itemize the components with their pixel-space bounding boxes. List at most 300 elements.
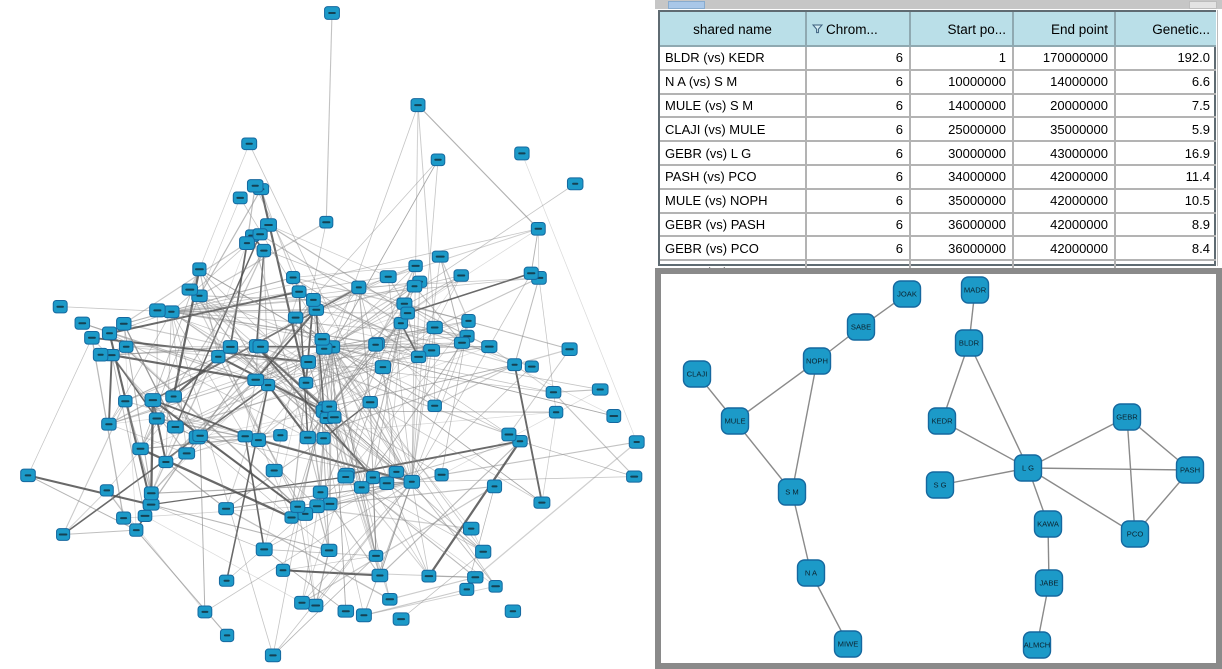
cell-shared-name[interactable]: GEBR (vs) L G xyxy=(660,141,806,165)
graph-node[interactable] xyxy=(253,229,267,240)
cell-chrom[interactable]: 6 xyxy=(806,189,910,213)
graph-node[interactable] xyxy=(313,486,327,498)
cell-shared-name[interactable]: MULE (vs) NOPH xyxy=(660,189,806,213)
node-label-glyph xyxy=(330,416,339,418)
graph-edge[interactable] xyxy=(515,349,570,365)
graph-node[interactable] xyxy=(85,331,100,344)
horizontal-scrollbar[interactable] xyxy=(655,0,1222,9)
graph-node[interactable] xyxy=(315,333,329,345)
graph-node[interactable] xyxy=(301,356,315,369)
table-row-gebr-vs-pco[interactable] xyxy=(660,236,1216,260)
node-noph[interactable] xyxy=(804,348,831,374)
graph-node[interactable] xyxy=(248,374,264,385)
graph-node[interactable] xyxy=(525,361,538,372)
cell-shared-name[interactable]: PASH (vs) PCO xyxy=(660,165,806,189)
graph-node[interactable] xyxy=(389,466,403,477)
graph-node[interactable] xyxy=(307,293,321,306)
graph-node[interactable] xyxy=(288,312,302,323)
edge-l-g-gebr[interactable] xyxy=(1028,417,1127,468)
graph-node[interactable] xyxy=(276,564,289,576)
table-row-claji-vs-mule[interactable] xyxy=(660,117,1216,141)
node-label-glyph xyxy=(411,285,417,287)
graph-node[interactable] xyxy=(159,456,173,467)
cell-chrom[interactable]: 6 xyxy=(806,117,910,141)
graph-edge[interactable] xyxy=(199,144,249,270)
scrollbar-thumb[interactable] xyxy=(668,1,705,9)
cell-genetic[interactable]: 8.9 xyxy=(1115,213,1216,237)
node-label-glyph xyxy=(152,418,161,420)
node-label-glyph xyxy=(241,435,249,437)
node-label: MIWE xyxy=(837,639,859,649)
cell-chrom[interactable]: 6 xyxy=(806,236,910,260)
graph-edge[interactable] xyxy=(435,365,515,406)
node-label-glyph xyxy=(431,327,439,329)
graph-edge[interactable] xyxy=(418,105,538,229)
graph-node[interactable] xyxy=(193,430,208,442)
cell-shared-name[interactable]: MULE (vs) S M xyxy=(660,94,806,118)
edge-bldr-l-g[interactable] xyxy=(969,343,1028,468)
cell-start-po[interactable]: 1 xyxy=(910,46,1013,70)
cell-genetic[interactable]: 7.5 xyxy=(1115,94,1216,118)
node-bldr[interactable] xyxy=(956,330,983,356)
graph-node[interactable] xyxy=(21,469,36,482)
node-label-glyph xyxy=(465,320,471,322)
node-label-glyph xyxy=(372,555,380,557)
cell-shared-name[interactable]: GEBR (vs) PASH xyxy=(660,213,806,237)
cell-start-po[interactable]: 34000000 xyxy=(910,165,1013,189)
graph-node[interactable] xyxy=(166,391,182,402)
node-pash[interactable] xyxy=(1177,457,1204,483)
graph-node[interactable] xyxy=(427,321,442,333)
table-row-gebr-vs-pash[interactable] xyxy=(660,213,1216,237)
graph-node[interactable] xyxy=(309,599,323,611)
node-label-glyph xyxy=(264,224,273,226)
graph-node[interactable] xyxy=(138,510,152,521)
graph-node[interactable] xyxy=(102,418,116,430)
graph-node[interactable] xyxy=(219,503,234,515)
graph-node[interactable] xyxy=(322,401,336,412)
graph-node[interactable] xyxy=(256,543,272,556)
node-jabe[interactable] xyxy=(1036,570,1063,596)
node-label-glyph xyxy=(386,598,394,600)
graph-node[interactable] xyxy=(476,545,491,558)
graph-edge[interactable] xyxy=(151,505,264,550)
node-label-glyph xyxy=(325,549,334,551)
node-label-glyph xyxy=(491,485,497,487)
graph-node[interactable] xyxy=(462,314,475,327)
node-label-glyph xyxy=(397,618,405,620)
graph-node[interactable] xyxy=(546,387,561,399)
node-s-g[interactable] xyxy=(927,472,954,498)
graph-node[interactable] xyxy=(300,431,315,443)
table-row-gebr-vs-l-g[interactable] xyxy=(660,141,1216,165)
graph-node[interactable] xyxy=(468,572,483,583)
cell-end-point[interactable]: 20000000 xyxy=(1013,94,1115,118)
node-label-glyph xyxy=(298,602,305,604)
cell-end-point[interactable]: 42000000 xyxy=(1013,236,1115,260)
node-label-glyph xyxy=(438,474,446,476)
graph-node[interactable] xyxy=(212,351,225,363)
node-label-glyph xyxy=(294,506,301,508)
graph-edge[interactable] xyxy=(200,436,205,612)
graph-node[interactable] xyxy=(149,413,164,424)
node-label-glyph xyxy=(149,399,157,401)
graph-edge[interactable] xyxy=(380,482,412,576)
graph-node[interactable] xyxy=(375,361,390,374)
graph-node[interactable] xyxy=(352,281,366,293)
graph-node[interactable] xyxy=(117,318,131,331)
column-header-genetic[interactable] xyxy=(1115,12,1216,46)
cell-start-po[interactable]: 10000000 xyxy=(910,70,1013,94)
cell-genetic[interactable]: 6.6 xyxy=(1115,70,1216,94)
graph-node[interactable] xyxy=(354,482,369,494)
node-gebr[interactable] xyxy=(1114,404,1141,430)
node-label-glyph xyxy=(123,346,130,348)
graph-node[interactable] xyxy=(257,244,270,256)
node-label-glyph xyxy=(414,356,423,358)
node-label-glyph xyxy=(328,12,336,14)
graph-node[interactable] xyxy=(562,343,577,356)
node-pco[interactable] xyxy=(1122,521,1149,547)
graph-node[interactable] xyxy=(198,606,212,618)
cell-genetic[interactable]: 8.4 xyxy=(1115,236,1216,260)
graph-node[interactable] xyxy=(428,400,441,411)
node-label: KEDR xyxy=(931,416,953,426)
table-row-n-a-vs-s-m[interactable] xyxy=(660,70,1216,94)
graph-node[interactable] xyxy=(629,436,644,448)
graph-node[interactable] xyxy=(409,260,422,271)
node-label-glyph xyxy=(120,323,128,325)
cell-end-point[interactable]: 170000000 xyxy=(1013,46,1115,70)
table-row-mule-vs-s-m[interactable] xyxy=(660,94,1216,118)
node-label-glyph xyxy=(634,441,640,443)
node-label-glyph xyxy=(370,477,377,479)
node-label-glyph xyxy=(246,143,253,145)
graph-edge[interactable] xyxy=(416,105,418,266)
graph-node[interactable] xyxy=(240,237,255,250)
cell-shared-name[interactable]: BLDR (vs) KEDR xyxy=(660,46,806,70)
graph-node[interactable] xyxy=(502,428,516,441)
cell-start-po[interactable]: 25000000 xyxy=(910,117,1013,141)
cell-chrom[interactable]: 6 xyxy=(806,213,910,237)
node-label-glyph xyxy=(78,322,86,324)
graph-node[interactable] xyxy=(164,306,179,318)
edge-l-g-pash[interactable] xyxy=(1028,468,1190,470)
graph-node[interactable] xyxy=(454,337,469,348)
cell-end-point[interactable]: 14000000 xyxy=(1013,70,1115,94)
graph-node[interactable] xyxy=(487,480,501,493)
node-label-glyph xyxy=(133,529,140,531)
node-label-glyph xyxy=(356,286,362,288)
graph-node[interactable] xyxy=(463,522,478,535)
node-label-glyph xyxy=(255,439,262,441)
graph-node[interactable] xyxy=(265,649,280,662)
node-label-glyph xyxy=(88,337,96,339)
cell-start-po[interactable]: 35000000 xyxy=(910,189,1013,213)
graph-node[interactable] xyxy=(435,469,448,481)
node-label-glyph xyxy=(304,361,312,363)
graph-node[interactable] xyxy=(411,351,425,363)
graph-node[interactable] xyxy=(53,301,67,313)
graph-node[interactable] xyxy=(220,629,233,641)
node-label-glyph xyxy=(120,517,127,519)
graph-node[interactable] xyxy=(363,396,377,407)
graph-node[interactable] xyxy=(119,395,132,406)
graph-edge[interactable] xyxy=(326,13,332,222)
graph-node[interactable] xyxy=(219,575,233,586)
table-row-mule-vs-noph[interactable] xyxy=(660,189,1216,213)
graph-node[interactable] xyxy=(505,605,520,617)
graph-node[interactable] xyxy=(383,594,397,606)
node-label-glyph xyxy=(256,233,264,235)
graph-node[interactable] xyxy=(534,497,550,508)
graph-node[interactable] xyxy=(592,384,608,395)
cell-genetic[interactable]: 10.5 xyxy=(1115,189,1216,213)
graph-node[interactable] xyxy=(179,448,195,459)
node-label-glyph xyxy=(162,461,169,463)
node-label-glyph xyxy=(59,534,68,536)
graph-node[interactable] xyxy=(130,524,143,536)
scrollbar-corner[interactable] xyxy=(1189,1,1217,9)
cell-end-point[interactable]: 42000000 xyxy=(1013,213,1115,237)
graph-node[interactable] xyxy=(454,270,468,282)
graph-node[interactable] xyxy=(323,498,337,510)
graph-node[interactable] xyxy=(411,99,425,112)
node-label-glyph xyxy=(105,423,112,425)
cell-chrom[interactable]: 6 xyxy=(806,165,910,189)
node-label-glyph xyxy=(512,364,518,366)
graph-node[interactable] xyxy=(100,485,113,496)
column-header-chrom[interactable] xyxy=(806,12,910,46)
node-s-m[interactable] xyxy=(779,479,806,505)
graph-node[interactable] xyxy=(407,280,422,292)
node-label-glyph xyxy=(310,299,317,301)
cell-start-po[interactable]: 36000000 xyxy=(910,213,1013,237)
cell-start-po[interactable]: 30000000 xyxy=(910,141,1013,165)
graph-node[interactable] xyxy=(182,284,197,295)
node-label: GEBR xyxy=(1116,412,1138,422)
graph-node[interactable] xyxy=(627,471,642,482)
graph-node[interactable] xyxy=(320,216,333,228)
node-label: PCO xyxy=(1126,529,1144,539)
graph-edge[interactable] xyxy=(28,475,151,504)
graph-edge[interactable] xyxy=(109,355,112,424)
node-label-glyph xyxy=(527,272,535,274)
node-label: L G xyxy=(1022,463,1034,473)
node-joak[interactable] xyxy=(894,281,921,307)
graph-node[interactable] xyxy=(515,147,529,160)
graph-node[interactable] xyxy=(292,286,306,298)
graph-node[interactable] xyxy=(531,223,545,236)
graph-node[interactable] xyxy=(75,317,90,329)
node-label-glyph xyxy=(479,551,487,553)
cell-chrom[interactable]: 6 xyxy=(806,141,910,165)
graph-node[interactable] xyxy=(549,406,562,418)
graph-node[interactable] xyxy=(460,583,474,595)
graph-node[interactable] xyxy=(404,475,420,488)
graph-node[interactable] xyxy=(422,570,436,582)
node-label: KAWA xyxy=(1037,519,1059,529)
graph-node[interactable] xyxy=(253,341,268,353)
graph-edge[interactable] xyxy=(171,229,538,312)
table-row-bldr-vs-kedr[interactable] xyxy=(660,46,1216,70)
graph-node[interactable] xyxy=(489,580,502,592)
cell-genetic[interactable]: 11.4 xyxy=(1115,165,1216,189)
node-sabe[interactable] xyxy=(848,314,875,340)
node-n-a[interactable] xyxy=(798,560,825,586)
cell-genetic[interactable]: 5.9 xyxy=(1115,117,1216,141)
graph-node[interactable] xyxy=(338,471,354,483)
graph-node[interactable] xyxy=(223,341,237,354)
graph-node[interactable] xyxy=(117,512,131,524)
node-almch[interactable] xyxy=(1024,632,1051,658)
graph-node[interactable] xyxy=(369,338,383,351)
graph-node[interactable] xyxy=(321,544,337,556)
node-label-glyph xyxy=(609,415,618,417)
graph-node[interactable] xyxy=(567,178,582,190)
graph-node[interactable] xyxy=(482,341,497,353)
cell-end-point[interactable]: 43000000 xyxy=(1013,141,1115,165)
graph-node[interactable] xyxy=(143,499,159,510)
node-label: JOAK xyxy=(897,289,917,299)
filter-funnel-icon xyxy=(812,24,823,34)
cell-genetic[interactable]: 192.0 xyxy=(1115,46,1216,70)
subnetwork-panel[interactable] xyxy=(655,268,1222,669)
graph-edge[interactable] xyxy=(151,243,247,493)
node-kedr[interactable] xyxy=(929,408,956,434)
cell-genetic[interactable]: 16.9 xyxy=(1115,141,1216,165)
graph-node[interactable] xyxy=(233,192,247,204)
edge-attribute-table xyxy=(660,12,1216,285)
graph-node[interactable] xyxy=(266,464,282,476)
graph-node[interactable] xyxy=(372,569,388,581)
graph-edge[interactable] xyxy=(283,556,376,570)
graph-edge[interactable] xyxy=(408,229,539,313)
column-header-start-po[interactable] xyxy=(910,12,1013,46)
node-madr[interactable] xyxy=(962,277,989,303)
graph-node[interactable] xyxy=(247,180,262,192)
node-label: BLDR xyxy=(958,338,980,348)
edge-attribute-table-panel xyxy=(658,10,1216,266)
graph-node[interactable] xyxy=(317,432,330,444)
graph-node[interactable] xyxy=(251,434,265,447)
graph-node[interactable] xyxy=(193,263,206,276)
node-miwe[interactable] xyxy=(835,631,862,657)
graph-node[interactable] xyxy=(145,394,161,407)
graph-edge[interactable] xyxy=(515,278,539,365)
graph-node[interactable] xyxy=(133,443,149,455)
graph-node[interactable] xyxy=(380,271,396,283)
graph-node[interactable] xyxy=(338,605,354,617)
node-label-glyph xyxy=(553,411,559,413)
cell-start-po[interactable]: 36000000 xyxy=(910,236,1013,260)
cell-shared-name[interactable]: N A (vs) S M xyxy=(660,70,806,94)
node-label-glyph xyxy=(322,221,330,223)
graph-node[interactable] xyxy=(242,138,257,150)
graph-node[interactable] xyxy=(238,431,252,442)
cell-start-po[interactable]: 14000000 xyxy=(910,94,1013,118)
node-label-glyph xyxy=(222,508,230,510)
graph-node[interactable] xyxy=(285,512,298,523)
node-label-glyph xyxy=(572,183,578,185)
graph-node[interactable] xyxy=(524,267,538,279)
graph-node[interactable] xyxy=(144,487,158,500)
graph-node[interactable] xyxy=(325,7,340,20)
edge-gebr-pco[interactable] xyxy=(1127,417,1135,534)
cell-shared-name[interactable]: GEBR (vs) PCO xyxy=(660,236,806,260)
cell-end-point[interactable]: 42000000 xyxy=(1013,165,1115,189)
graph-node[interactable] xyxy=(508,359,522,371)
graph-node[interactable] xyxy=(150,304,165,317)
cell-end-point[interactable]: 42000000 xyxy=(1013,189,1115,213)
node-label-glyph xyxy=(302,513,309,515)
node-label-glyph xyxy=(277,434,283,436)
column-header-shared-name[interactable] xyxy=(660,12,806,46)
node-kawa[interactable] xyxy=(1035,511,1062,537)
cell-end-point[interactable]: 35000000 xyxy=(1013,117,1115,141)
node-label-glyph xyxy=(321,348,327,350)
graph-edge[interactable] xyxy=(332,160,438,347)
graph-node[interactable] xyxy=(393,613,409,625)
graph-edge[interactable] xyxy=(28,338,92,476)
graph-edge[interactable] xyxy=(475,442,636,577)
cell-shared-name[interactable]: CLAJI (vs) MULE xyxy=(660,117,806,141)
graph-node[interactable] xyxy=(168,421,184,433)
node-claji[interactable] xyxy=(684,361,711,387)
node-label-glyph xyxy=(168,311,174,313)
graph-node[interactable] xyxy=(328,411,341,423)
node-l-g[interactable] xyxy=(1015,455,1042,481)
edge-noph-s-m[interactable] xyxy=(792,361,817,492)
graph-node[interactable] xyxy=(356,609,371,622)
column-header-end-point[interactable] xyxy=(1013,12,1115,46)
node-mule[interactable] xyxy=(722,408,749,434)
graph-node[interactable] xyxy=(431,154,445,166)
graph-node[interactable] xyxy=(93,348,107,361)
node-label-glyph xyxy=(342,476,349,478)
cell-chrom[interactable]: 6 xyxy=(806,46,910,70)
cell-chrom[interactable]: 6 xyxy=(806,94,910,118)
graph-node[interactable] xyxy=(295,596,310,609)
graph-edge[interactable] xyxy=(145,516,302,603)
node-label-glyph xyxy=(224,634,230,636)
graph-node[interactable] xyxy=(369,550,383,561)
graph-node[interactable] xyxy=(102,327,116,340)
graph-node[interactable] xyxy=(607,410,621,423)
cell-chrom[interactable]: 6 xyxy=(806,70,910,94)
table-row-pash-vs-pco[interactable] xyxy=(660,165,1216,189)
graph-node[interactable] xyxy=(401,307,415,319)
graph-node[interactable] xyxy=(57,529,70,541)
graph-node[interactable] xyxy=(119,341,133,352)
graph-node[interactable] xyxy=(432,251,448,262)
graph-node[interactable] xyxy=(287,272,300,284)
graph-node[interactable] xyxy=(291,501,305,512)
graph-node[interactable] xyxy=(380,477,394,489)
node-label-glyph xyxy=(376,575,383,577)
node-label-glyph xyxy=(504,434,513,436)
subnetwork-canvas[interactable] xyxy=(661,274,1216,663)
graph-edge[interactable] xyxy=(256,251,264,380)
node-label-glyph xyxy=(147,504,156,506)
node-label-glyph xyxy=(141,515,150,517)
graph-node[interactable] xyxy=(299,377,313,388)
graph-edge[interactable] xyxy=(324,438,484,551)
node-label-glyph xyxy=(360,614,367,616)
graph-edge[interactable] xyxy=(63,530,136,534)
graph-node[interactable] xyxy=(274,430,287,441)
node-label-glyph xyxy=(359,486,365,488)
